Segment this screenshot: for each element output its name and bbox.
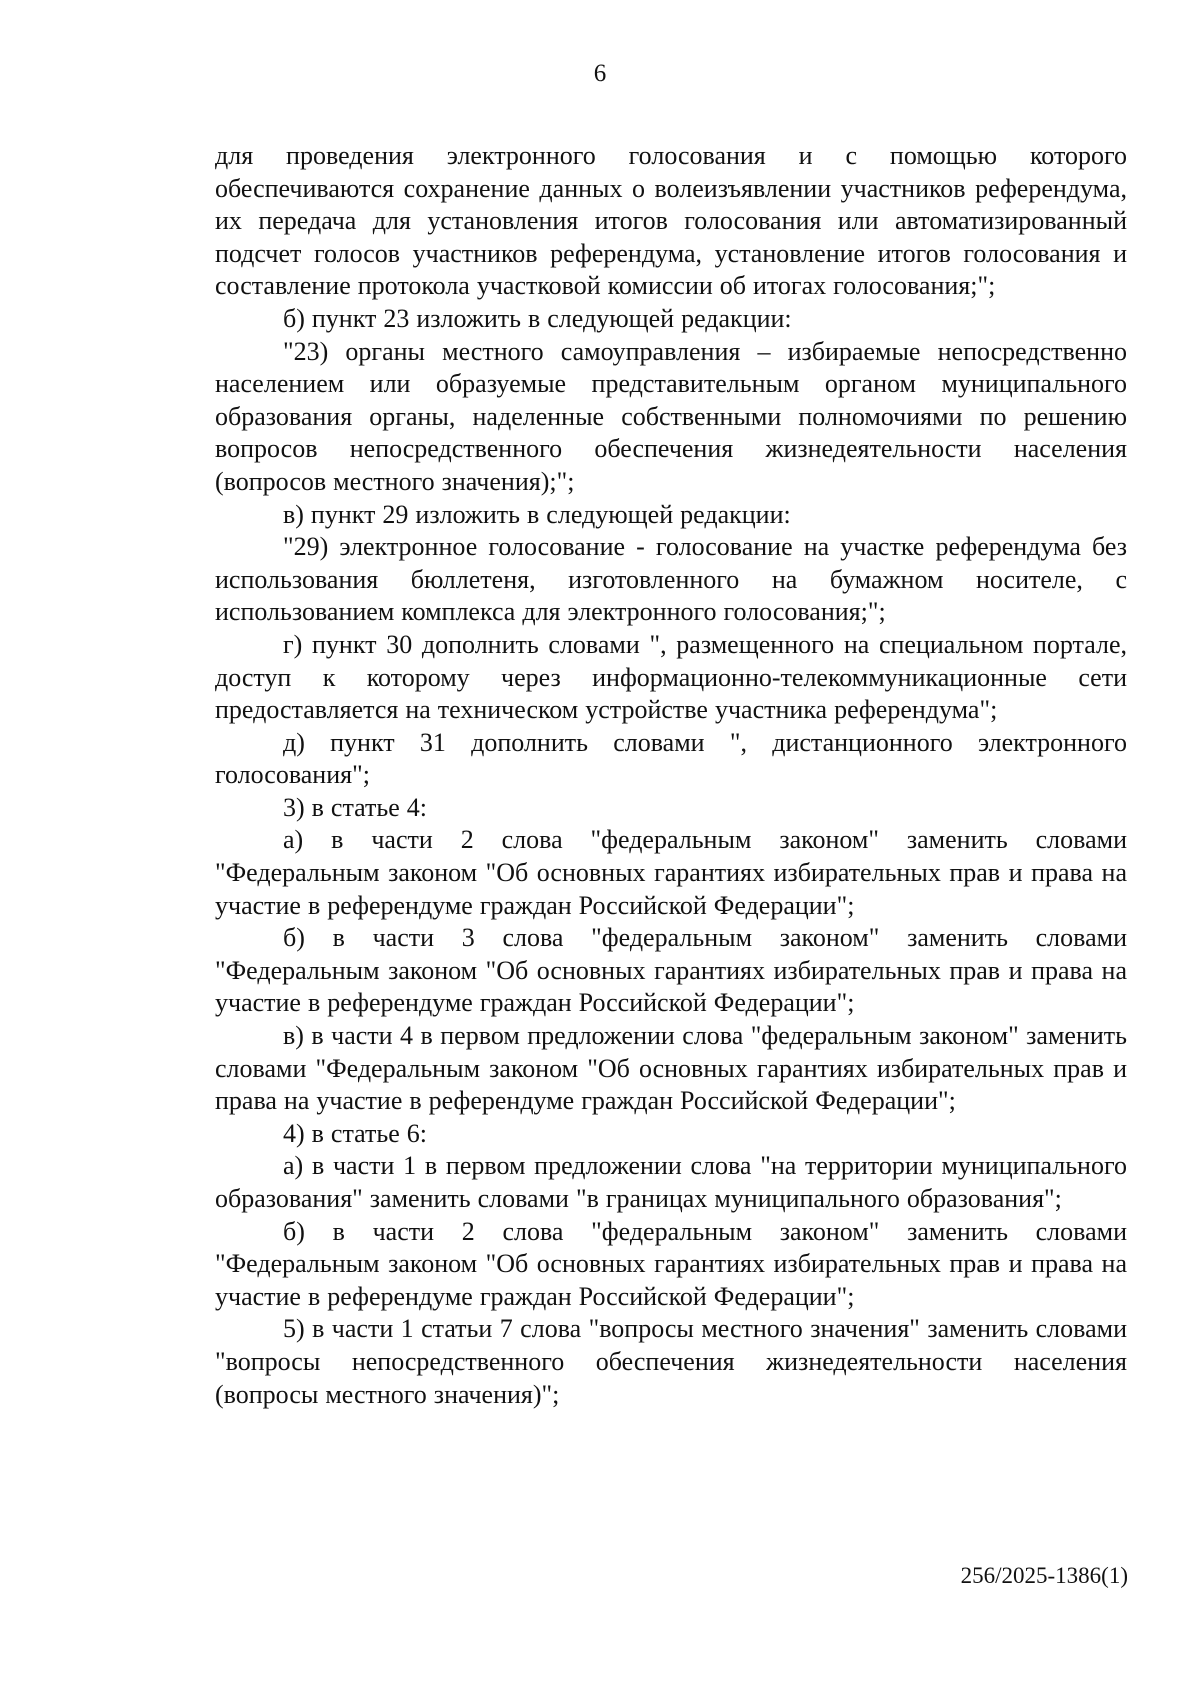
paragraph-item-v-29: в) пункт 29 изложить в следующей редакции:	[283, 499, 791, 529]
page-number: 6	[593, 60, 607, 87]
paragraph-item-d-31: д) пункт 31 дополнить словами ", дистанционного электронного голосования";	[215, 727, 1127, 790]
paragraph-article-4-heading: 3) в статье 4:	[283, 792, 428, 822]
paragraph-article-6-part-2: б) в части 2 слова "федеральным законом" заменить словами "Федеральным законом "Об основных гарантиях избирательных прав и права на участие в референдуме граждан Российской Федерации";	[215, 1216, 1127, 1311]
paragraph-definition-23: "23) органы местного самоуправления – избираемые непосредственно населением или образуемые представительным органом муниципального образования органы, наделенные собственными полномочиями по решению вопросов непосредственного обеспечения жизнедеятельности населения (вопросов местного значения);";	[215, 336, 1127, 496]
paragraph-continuation: для проведения электронного голосования и с помощью которого обеспечиваются сохранение данных о волеизъявлении участников референдума, их передача для установления итогов голосования или автоматизированный подсчет голосов участников референдума, установление итогов голосования и составление протокола участковой комиссии об итогах голосования;";	[215, 141, 1127, 301]
document-body	[215, 140, 1127, 1411]
paragraph-article-4-part-4: в) в части 4 в первом предложении слова "федеральным законом" заменить словами "Федеральным законом "Об основных гарантиях избирательных прав и права на участие в референдуме граждан Российской Федерации";	[215, 1021, 1127, 1116]
paragraph-article-6-heading: 4) в статье 6:	[283, 1118, 428, 1148]
paragraph-item-g-30: г) пункт 30 дополнить словами ", размещенного на специальном портале, доступ к которому через информационно-телекоммуникационные сети предоставляется на техническом устройстве участника референдума";	[215, 629, 1127, 725]
paragraph-definition-29: "29) электронное голосование - голосование на участке референдума без использования бюллетеня, изготовленного на бумажном носителе, с использованием комплекса для электронного голосования;";	[215, 532, 1127, 627]
document-code: 256/2025-1386(1)	[960, 1563, 1128, 1588]
paragraph-article-4-part-3: б) в части 3 слова "федеральным законом" заменить словами "Федеральным законом "Об основных гарантиях избирательных прав и права на участие в референдуме граждан Российской Федерации";	[215, 923, 1127, 1018]
paragraph-article-7-part-1: 5) в части 1 статьи 7 слова "вопросы местного значения" заменить словами "вопросы непосредственного обеспечения жизнедеятельности населения (вопросы местного значения)";	[215, 1314, 1127, 1409]
paragraph-item-b-23: б) пункт 23 изложить в следующей редакции:	[283, 303, 792, 333]
paragraph-article-6-part-1: а) в части 1 в первом предложении слова "на территории муниципального образования" заменить словами "в границах муниципального образования";	[215, 1151, 1127, 1213]
paragraph-article-4-part-2: а) в части 2 слова "федеральным законом" заменить словами "Федеральным законом "Об основных гарантиях избирательных прав и права на участие в референдуме граждан Российской Федерации";	[215, 825, 1127, 920]
